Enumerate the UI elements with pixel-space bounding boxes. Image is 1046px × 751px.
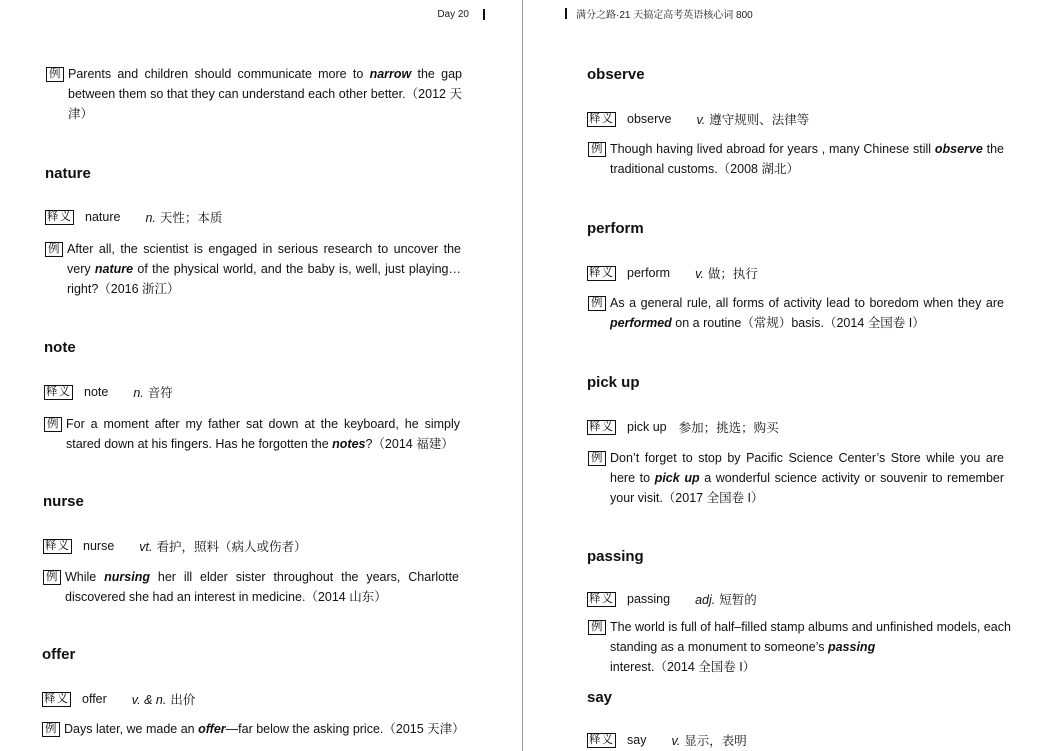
example-text: For a moment after my father sat down at the keyboard, he simply stared down at his fingers. Has he forgotten the notes?（2014 福建） [66,417,460,451]
example-tag: 例 [44,417,62,432]
example-sentence [591,139,1004,179]
definition-word: nature [85,210,121,224]
definition-word: passing [627,592,671,606]
definition-row [587,731,747,749]
example-sentence [48,239,461,299]
headword: passing [587,548,644,565]
definition-row [587,110,809,128]
definition-text: 参加；挑选；购买 [678,421,779,435]
example-sentence [591,617,1020,677]
headword: pick up [587,374,640,391]
definition-row [44,383,173,401]
definition-tag: 释义 [589,420,614,433]
definition-row [587,590,757,608]
book-title: 满分之路·21 天搞定高考英语核心词 800 [576,10,753,21]
right-page [524,0,1046,751]
header-bar [483,9,485,20]
example-tag: 例 [43,570,61,585]
headword: say [587,689,613,706]
definition-word: pick up [627,420,667,434]
example-tag: 例 [42,722,60,737]
example-text: The world is full of half–filled stamp albums and unfinished models, each standing as a monument to someone’s passing interest.（2014 全国卷 I） [610,620,1011,674]
example-text: Parents and children should communicate more to narrow the gap between them so that they can understand each other better.（2012 天津） [68,67,462,121]
example-text: As a general rule, all forms of activity lead to boredom when they are performed on a routine（常规）basis.（2014 全国卷 I） [610,296,1004,330]
headword: offer [42,646,76,663]
definition-tag: 释义 [589,592,614,605]
definition-row [587,264,758,282]
example-text: Days later, we made an offer—far below the asking price.（2015 天津） [64,722,465,736]
page-header [565,6,753,21]
definition-row [42,690,195,708]
definition-word: nurse [83,539,115,553]
headword: note [44,339,76,356]
definition-tag: 释义 [44,692,69,705]
example-sentence [46,567,459,607]
definition-tag: 释义 [45,539,70,552]
definition-word: offer [82,692,107,706]
example-tag: 例 [45,242,63,257]
headword: nature [45,165,91,182]
definition-text: n. 天性；本质 [145,211,223,225]
example-text: While nursing her ill elder sister throughout the years, Charlotte discovered she had an interest in medicine.（2014 山东） [65,570,459,604]
example-sentence [49,64,462,124]
example-text: Don’t forget to stop by Pacific Science Center’s Store while you are here to pick up a wonderful science activity or souvenir to remember your visit.（2017 全国卷 I） [610,451,1005,505]
definition-row [45,208,222,226]
example-sentence [45,719,484,739]
definition-text: adj. 短暂的 [695,593,757,607]
definition-word: observe [627,112,672,126]
example-sentence [47,414,460,454]
definition-tag: 释义 [47,210,72,223]
definition-text: n. 音符 [133,386,173,400]
headword: observe [587,66,645,83]
example-sentence [591,293,1004,333]
example-tag: 例 [588,142,606,157]
example-tag: 例 [588,296,606,311]
headword: perform [587,220,644,237]
definition-text: v. 做；执行 [695,267,758,281]
definition-text: vt. 看护，照料（病人或伤者） [139,540,307,554]
definition-tag: 释义 [589,112,614,125]
example-text: Though having lived abroad for years , many Chinese still observe the traditional customs.（2008 湖北） [610,142,1004,176]
definition-tag: 释义 [589,733,614,746]
definition-row [587,418,779,436]
definition-text: v. 显示，表明 [671,734,747,748]
definition-word: say [627,733,647,747]
definition-word: note [84,385,109,399]
example-tag: 例 [588,451,606,466]
definition-word: perform [627,266,671,280]
definition-tag: 释义 [46,385,71,398]
headword: nurse [43,493,84,510]
day-label: Day 20 [437,9,469,20]
example-tag: 例 [46,67,64,82]
example-tag: 例 [588,620,606,635]
example-text: After all, the scientist is engaged in serious research to uncover the very nature of the physical world, and the baby is, well, just playing…right?（2016 浙江） [67,242,461,296]
definition-text: v. & n. 出价 [131,693,196,707]
header-bar [565,8,567,19]
definition-tag: 释义 [589,266,614,279]
definition-row [43,537,307,555]
definition-text: v. 遵守规则、法律等 [696,113,810,127]
page-header [437,9,485,20]
example-sentence [591,448,1005,508]
